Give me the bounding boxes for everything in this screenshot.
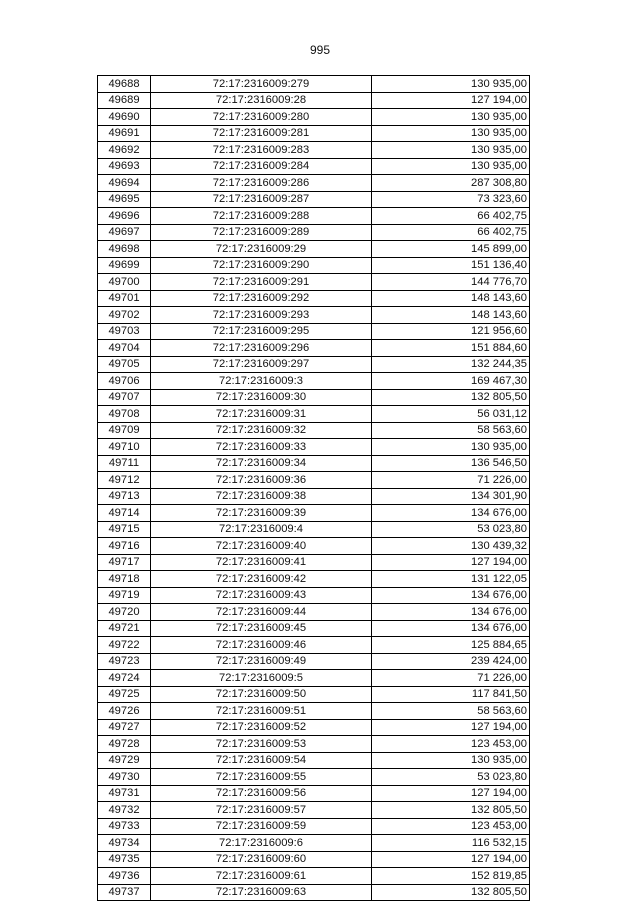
row-id-cell: 49733	[98, 818, 151, 835]
amount-cell: 132 805,50	[372, 884, 530, 901]
cadastral-number-cell: 72:17:2316009:40	[151, 538, 372, 555]
table-row	[98, 373, 530, 390]
table-row	[98, 785, 530, 802]
table-row	[98, 851, 530, 868]
amount-cell: 130 935,00	[372, 439, 530, 456]
cadastral-number-cell: 72:17:2316009:55	[151, 769, 372, 786]
table-row	[98, 125, 530, 142]
amount-cell: 132 805,50	[372, 802, 530, 819]
cadastral-number-cell: 72:17:2316009:42	[151, 571, 372, 588]
amount-cell: 127 194,00	[372, 851, 530, 868]
cadastral-number-cell: 72:17:2316009:46	[151, 637, 372, 654]
row-id-cell: 49735	[98, 851, 151, 868]
row-id-cell: 49729	[98, 752, 151, 769]
row-id-cell: 49692	[98, 142, 151, 159]
table-row	[98, 439, 530, 456]
row-id-cell: 49725	[98, 686, 151, 703]
row-id-cell: 49721	[98, 620, 151, 637]
row-id-cell: 49703	[98, 323, 151, 340]
cadastral-number-cell: 72:17:2316009:41	[151, 554, 372, 571]
cadastral-number-cell: 72:17:2316009:290	[151, 257, 372, 274]
amount-cell: 130 439,32	[372, 538, 530, 555]
amount-cell: 130 935,00	[372, 158, 530, 175]
table-row	[98, 356, 530, 373]
table-row	[98, 224, 530, 241]
amount-cell: 130 935,00	[372, 125, 530, 142]
table-body	[98, 76, 530, 901]
row-id-cell: 49718	[98, 571, 151, 588]
table-row	[98, 175, 530, 192]
amount-cell: 71 226,00	[372, 472, 530, 489]
amount-cell: 66 402,75	[372, 224, 530, 241]
row-id-cell: 49696	[98, 208, 151, 225]
row-id-cell: 49720	[98, 604, 151, 621]
cadastral-number-cell: 72:17:2316009:289	[151, 224, 372, 241]
amount-cell: 151 884,60	[372, 340, 530, 357]
amount-cell: 134 676,00	[372, 620, 530, 637]
row-id-cell: 49715	[98, 521, 151, 538]
table-row	[98, 587, 530, 604]
table-row	[98, 868, 530, 885]
cadastral-number-cell: 72:17:2316009:4	[151, 521, 372, 538]
row-id-cell: 49708	[98, 406, 151, 423]
cadastral-number-cell: 72:17:2316009:29	[151, 241, 372, 258]
amount-cell: 117 841,50	[372, 686, 530, 703]
table-row	[98, 340, 530, 357]
row-id-cell: 49689	[98, 92, 151, 109]
amount-cell: 53 023,80	[372, 769, 530, 786]
cadastral-number-cell: 72:17:2316009:52	[151, 719, 372, 736]
cadastral-number-cell: 72:17:2316009:296	[151, 340, 372, 357]
cadastral-number-cell: 72:17:2316009:60	[151, 851, 372, 868]
table-row	[98, 686, 530, 703]
table-row	[98, 505, 530, 522]
row-id-cell: 49728	[98, 736, 151, 753]
cadastral-number-cell: 72:17:2316009:291	[151, 274, 372, 291]
amount-cell: 132 244,35	[372, 356, 530, 373]
amount-cell: 127 194,00	[372, 719, 530, 736]
row-id-cell: 49693	[98, 158, 151, 175]
table-row	[98, 670, 530, 687]
amount-cell: 151 136,40	[372, 257, 530, 274]
row-id-cell: 49709	[98, 422, 151, 439]
table-row	[98, 835, 530, 852]
table-row	[98, 406, 530, 423]
amount-cell: 134 301,90	[372, 488, 530, 505]
row-id-cell: 49732	[98, 802, 151, 819]
row-id-cell: 49727	[98, 719, 151, 736]
table-row	[98, 274, 530, 291]
table-row	[98, 323, 530, 340]
row-id-cell: 49699	[98, 257, 151, 274]
amount-cell: 145 899,00	[372, 241, 530, 258]
row-id-cell: 49691	[98, 125, 151, 142]
table-row	[98, 109, 530, 126]
amount-cell: 58 563,60	[372, 422, 530, 439]
cadastral-number-cell: 72:17:2316009:39	[151, 505, 372, 522]
cadastral-number-cell: 72:17:2316009:54	[151, 752, 372, 769]
table-row	[98, 389, 530, 406]
amount-cell: 130 935,00	[372, 109, 530, 126]
table-row	[98, 92, 530, 109]
cadastral-number-cell: 72:17:2316009:33	[151, 439, 372, 456]
amount-cell: 287 308,80	[372, 175, 530, 192]
row-id-cell: 49736	[98, 868, 151, 885]
cadastral-number-cell: 72:17:2316009:34	[151, 455, 372, 472]
table-row	[98, 620, 530, 637]
row-id-cell: 49737	[98, 884, 151, 901]
row-id-cell: 49701	[98, 290, 151, 307]
page-number: 995	[309, 43, 331, 57]
amount-cell: 127 194,00	[372, 92, 530, 109]
cadastral-number-cell: 72:17:2316009:56	[151, 785, 372, 802]
cadastral-number-cell: 72:17:2316009:38	[151, 488, 372, 505]
row-id-cell: 49694	[98, 175, 151, 192]
amount-cell: 71 226,00	[372, 670, 530, 687]
row-id-cell: 49734	[98, 835, 151, 852]
cadastral-number-cell: 72:17:2316009:280	[151, 109, 372, 126]
cadastral-number-cell: 72:17:2316009:287	[151, 191, 372, 208]
cadastral-number-cell: 72:17:2316009:32	[151, 422, 372, 439]
table-row	[98, 802, 530, 819]
row-id-cell: 49690	[98, 109, 151, 126]
table-row	[98, 818, 530, 835]
row-id-cell: 49707	[98, 389, 151, 406]
cadastral-number-cell: 72:17:2316009:292	[151, 290, 372, 307]
amount-cell: 132 805,50	[372, 389, 530, 406]
amount-cell: 131 122,05	[372, 571, 530, 588]
amount-cell: 116 532,15	[372, 835, 530, 852]
table-row	[98, 158, 530, 175]
amount-cell: 130 935,00	[372, 752, 530, 769]
cadastral-number-cell: 72:17:2316009:295	[151, 323, 372, 340]
cadastral-number-cell: 72:17:2316009:61	[151, 868, 372, 885]
cadastral-number-cell: 72:17:2316009:31	[151, 406, 372, 423]
data-table	[97, 75, 530, 901]
row-id-cell: 49697	[98, 224, 151, 241]
table-row	[98, 884, 530, 901]
amount-cell: 136 546,50	[372, 455, 530, 472]
row-id-cell: 49688	[98, 76, 151, 93]
amount-cell: 130 935,00	[372, 76, 530, 93]
table-row	[98, 604, 530, 621]
amount-cell: 123 453,00	[372, 736, 530, 753]
amount-cell: 53 023,80	[372, 521, 530, 538]
table-row	[98, 653, 530, 670]
table-row	[98, 488, 530, 505]
cadastral-number-cell: 72:17:2316009:6	[151, 835, 372, 852]
amount-cell: 125 884,65	[372, 637, 530, 654]
row-id-cell: 49705	[98, 356, 151, 373]
row-id-cell: 49730	[98, 769, 151, 786]
cadastral-number-cell: 72:17:2316009:284	[151, 158, 372, 175]
cadastral-number-cell: 72:17:2316009:297	[151, 356, 372, 373]
row-id-cell: 49722	[98, 637, 151, 654]
row-id-cell: 49714	[98, 505, 151, 522]
row-id-cell: 49719	[98, 587, 151, 604]
amount-cell: 134 676,00	[372, 587, 530, 604]
cadastral-number-cell: 72:17:2316009:286	[151, 175, 372, 192]
cadastral-number-cell: 72:17:2316009:51	[151, 703, 372, 720]
row-id-cell: 49713	[98, 488, 151, 505]
table-row	[98, 208, 530, 225]
table-row	[98, 719, 530, 736]
amount-cell: 66 402,75	[372, 208, 530, 225]
row-id-cell: 49700	[98, 274, 151, 291]
amount-cell: 121 956,60	[372, 323, 530, 340]
row-id-cell: 49711	[98, 455, 151, 472]
row-id-cell: 49731	[98, 785, 151, 802]
amount-cell: 127 194,00	[372, 785, 530, 802]
amount-cell: 148 143,60	[372, 290, 530, 307]
cadastral-number-cell: 72:17:2316009:59	[151, 818, 372, 835]
cadastral-number-cell: 72:17:2316009:57	[151, 802, 372, 819]
table-row	[98, 76, 530, 93]
row-id-cell: 49717	[98, 554, 151, 571]
table-row	[98, 290, 530, 307]
cadastral-number-cell: 72:17:2316009:30	[151, 389, 372, 406]
row-id-cell: 49724	[98, 670, 151, 687]
table-row	[98, 571, 530, 588]
table-row	[98, 307, 530, 324]
table-row	[98, 472, 530, 489]
amount-cell: 152 819,85	[372, 868, 530, 885]
table-row	[98, 554, 530, 571]
row-id-cell: 49706	[98, 373, 151, 390]
table-row	[98, 703, 530, 720]
cadastral-number-cell: 72:17:2316009:288	[151, 208, 372, 225]
row-id-cell: 49726	[98, 703, 151, 720]
amount-cell: 56 031,12	[372, 406, 530, 423]
table-row	[98, 142, 530, 159]
table-row	[98, 191, 530, 208]
amount-cell: 58 563,60	[372, 703, 530, 720]
amount-cell: 130 935,00	[372, 142, 530, 159]
amount-cell: 169 467,30	[372, 373, 530, 390]
cadastral-number-cell: 72:17:2316009:49	[151, 653, 372, 670]
cadastral-number-cell: 72:17:2316009:43	[151, 587, 372, 604]
row-id-cell: 49695	[98, 191, 151, 208]
amount-cell: 148 143,60	[372, 307, 530, 324]
amount-cell: 123 453,00	[372, 818, 530, 835]
row-id-cell: 49710	[98, 439, 151, 456]
table-row	[98, 769, 530, 786]
table-row	[98, 736, 530, 753]
amount-cell: 134 676,00	[372, 604, 530, 621]
row-id-cell: 49723	[98, 653, 151, 670]
amount-cell: 134 676,00	[372, 505, 530, 522]
cadastral-number-cell: 72:17:2316009:5	[151, 670, 372, 687]
table-row	[98, 752, 530, 769]
cadastral-number-cell: 72:17:2316009:281	[151, 125, 372, 142]
cadastral-number-cell: 72:17:2316009:63	[151, 884, 372, 901]
row-id-cell: 49698	[98, 241, 151, 258]
cadastral-number-cell: 72:17:2316009:44	[151, 604, 372, 621]
amount-cell: 73 323,60	[372, 191, 530, 208]
cadastral-number-cell: 72:17:2316009:293	[151, 307, 372, 324]
table-row	[98, 422, 530, 439]
table-row	[98, 455, 530, 472]
row-id-cell: 49702	[98, 307, 151, 324]
table-row	[98, 241, 530, 258]
cadastral-number-cell: 72:17:2316009:53	[151, 736, 372, 753]
table-row	[98, 637, 530, 654]
row-id-cell: 49716	[98, 538, 151, 555]
cadastral-number-cell: 72:17:2316009:45	[151, 620, 372, 637]
row-id-cell: 49712	[98, 472, 151, 489]
cadastral-number-cell: 72:17:2316009:28	[151, 92, 372, 109]
table-row	[98, 257, 530, 274]
cadastral-number-cell: 72:17:2316009:3	[151, 373, 372, 390]
table-row	[98, 538, 530, 555]
cadastral-number-cell: 72:17:2316009:50	[151, 686, 372, 703]
table-row	[98, 521, 530, 538]
cadastral-number-cell: 72:17:2316009:36	[151, 472, 372, 489]
amount-cell: 127 194,00	[372, 554, 530, 571]
cadastral-number-cell: 72:17:2316009:283	[151, 142, 372, 159]
cadastral-number-cell: 72:17:2316009:279	[151, 76, 372, 93]
amount-cell: 239 424,00	[372, 653, 530, 670]
row-id-cell: 49704	[98, 340, 151, 357]
amount-cell: 144 776,70	[372, 274, 530, 291]
